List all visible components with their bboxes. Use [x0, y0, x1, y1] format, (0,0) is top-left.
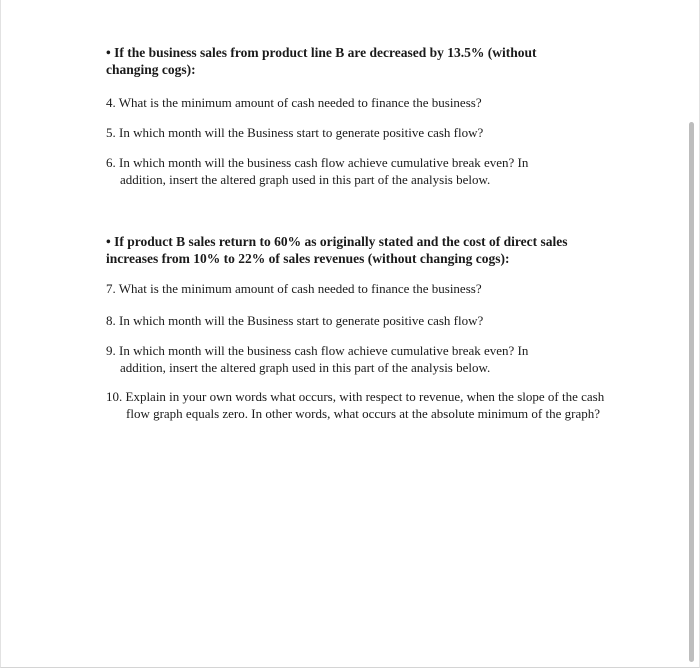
question-5: 5. In which month will the Business start to generate positive cash flow?: [106, 125, 484, 140]
section-1-heading: • If the business sales from product line B are decreased by 13.5% (without changing cogs):: [106, 45, 537, 77]
question-4: 4. What is the minimum amount of cash needed to finance the business?: [106, 95, 482, 110]
question-9: 9. In which month will the business cash flow achieve cumulative break even? In addition, insert the altered graph used in this part of the analysis below.: [106, 343, 529, 375]
question-7: 7. What is the minimum amount of cash needed to finance the business?: [106, 281, 482, 296]
question-10: 10. Explain in your own words what occurs, with respect to revenue, when the slope of the cash flow graph equals zero. In other words, what occurs at the absolute minimum of the graph?: [106, 389, 605, 421]
question-8: 8. In which month will the Business start to generate positive cash flow?: [106, 313, 484, 328]
section-2-heading: • If product B sales return to 60% as originally stated and the cost of direct sales increases from 10% to 22% of sales revenues (without changing cogs):: [106, 234, 568, 266]
scrollbar[interactable]: [689, 122, 694, 662]
question-6: 6. In which month will the business cash flow achieve cumulative break even? In addition, insert the altered graph used in this part of the analysis below.: [106, 155, 529, 187]
